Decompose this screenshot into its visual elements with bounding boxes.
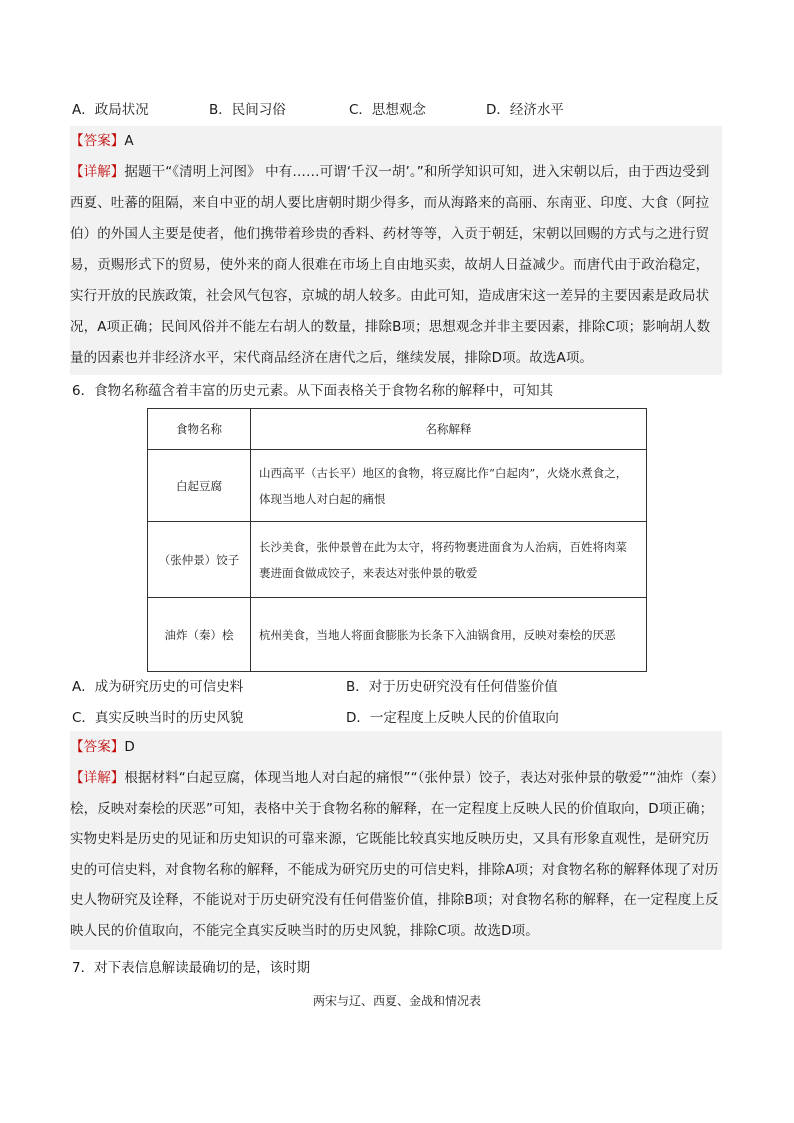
q5-options <box>72 100 722 120</box>
q6-answer-tag: 【答案】 <box>70 739 125 755</box>
q6-detail-tag: 【详解】 <box>70 770 125 786</box>
q6-option-b: B．对于历史研究没有任何借鉴价值 <box>346 679 558 695</box>
q6-detail-text: 根据材料“白起豆腐，体现当地人对白起的痛恨”“（张仲景）饺子，表达对张仲景的敬爱”“油炸（秦）桧，反映对秦桧的厌恶”可知，表格中关于食物名称的解释，在一定程度上反映人民的价值取向，D项正确；实物史料是历史的见证和历史知识的可靠来源，它既能比较真实地反映历史，又具有形象直观性，是研究历史的可信史料，对食物名称的解释，不能成为研究历史的可信史料，排除A项；对食物名称的解释体现了对历史人物研究及诠释，不能说对于历史研究没有任何借鉴价值，排除B项；对食物名称的解释，在一定程度上反映人民的价值取向，不能完全真实反映当时的历史风貌，排除C项。故选D项。 <box>70 770 719 939</box>
table-row <box>148 598 647 672</box>
table-row <box>148 450 647 522</box>
q5-detail <box>70 157 722 374</box>
q6-question: 6．食物名称蕴含着丰富的历史元素。从下面表格关于食物名称的解释中，可知其 <box>72 383 554 399</box>
q6-option-d: D．一定程度上反映人民的价值取向 <box>346 710 559 726</box>
q5-detail-text: 据题干“《清明上河图》 中有……可谓‘千汉一胡’。”和所学知识可知，进入宋朝以后，由于西边受到西夏、吐蕃的阻隔，来自中亚的胡人要比唐朝时期少得多，而从海路来的高丽、东南亚、印度、大食（阿拉伯）的外国人主要是使者，他们携带着珍贵的香料、药材等等，入贡于朝廷，宋朝以回赐的方式与之进行贸易，贡赐形式下的贸易，使外来的商人很难在市场上自由地买卖，故胡人日益减少。而唐代由于政治稳定，实行开放的民族政策，社会风气包容，京城的胡人较多。由此可知，造成唐宋这一差异的主要因素是政局状况，A项正确；民间风俗并不能左右胡人的数量，排除B项；思想观念并非主要因素，排除C项；影响胡人数量的因素也并非经济水平，宋代商品经济在唐代之后，继续发展，排除D项。故选A项。 <box>70 164 711 366</box>
q5-option-c: C．思想观念 <box>349 102 426 118</box>
q6-detail <box>70 763 722 946</box>
q6-answer-line <box>70 732 722 763</box>
q5-answer-value: A <box>124 133 134 149</box>
q7-question: 7．对下表信息解读最确切的是，该时期 <box>72 960 311 976</box>
q6-option-c: C．真实反映当时的历史风貌 <box>72 710 244 726</box>
q5-option-b: B．民间习俗 <box>209 102 286 118</box>
q6-answer-value: D <box>124 739 135 755</box>
food-name-cell: 白起豆腐 <box>148 450 251 522</box>
q6-food-table <box>147 408 647 672</box>
q6-options <box>72 677 722 729</box>
q7-table-caption: 两宋与辽、西夏、金战和情况表 <box>312 994 481 1008</box>
table-header-row <box>148 409 647 450</box>
q5-answer-tag: 【答案】 <box>70 133 125 149</box>
q5-detail-tag: 【详解】 <box>70 164 125 180</box>
food-name-cell: 油炸（秦）桧 <box>148 598 251 672</box>
table-header-name: 食物名称 <box>148 409 251 450</box>
q6-option-a: A．成为研究历史的可信史料 <box>72 679 244 695</box>
food-explain-cell: 杭州美食，当地人将面食膨胀为长条下入油锅食用，反映对秦桧的厌恶 <box>251 598 647 672</box>
q5-option-d: D．经济水平 <box>486 102 564 118</box>
table-row <box>148 522 647 598</box>
q5-answer-line <box>70 126 722 157</box>
table-header-explain: 名称解释 <box>251 409 647 450</box>
food-name-cell: （张仲景）饺子 <box>148 522 251 598</box>
q5-option-a: A．政局状况 <box>72 102 149 118</box>
food-explain-cell: 山西高平（古长平）地区的食物，将豆腐比作“白起肉”，火烧水煮食之，体现当地人对白起的痛恨 <box>251 450 647 522</box>
food-explain-cell: 长沙美食，张仲景曾在此为太守，将药物裹进面食为人治病，百姓将肉菜裹进面食做成饺子，来表达对张仲景的敬爱 <box>251 522 647 598</box>
